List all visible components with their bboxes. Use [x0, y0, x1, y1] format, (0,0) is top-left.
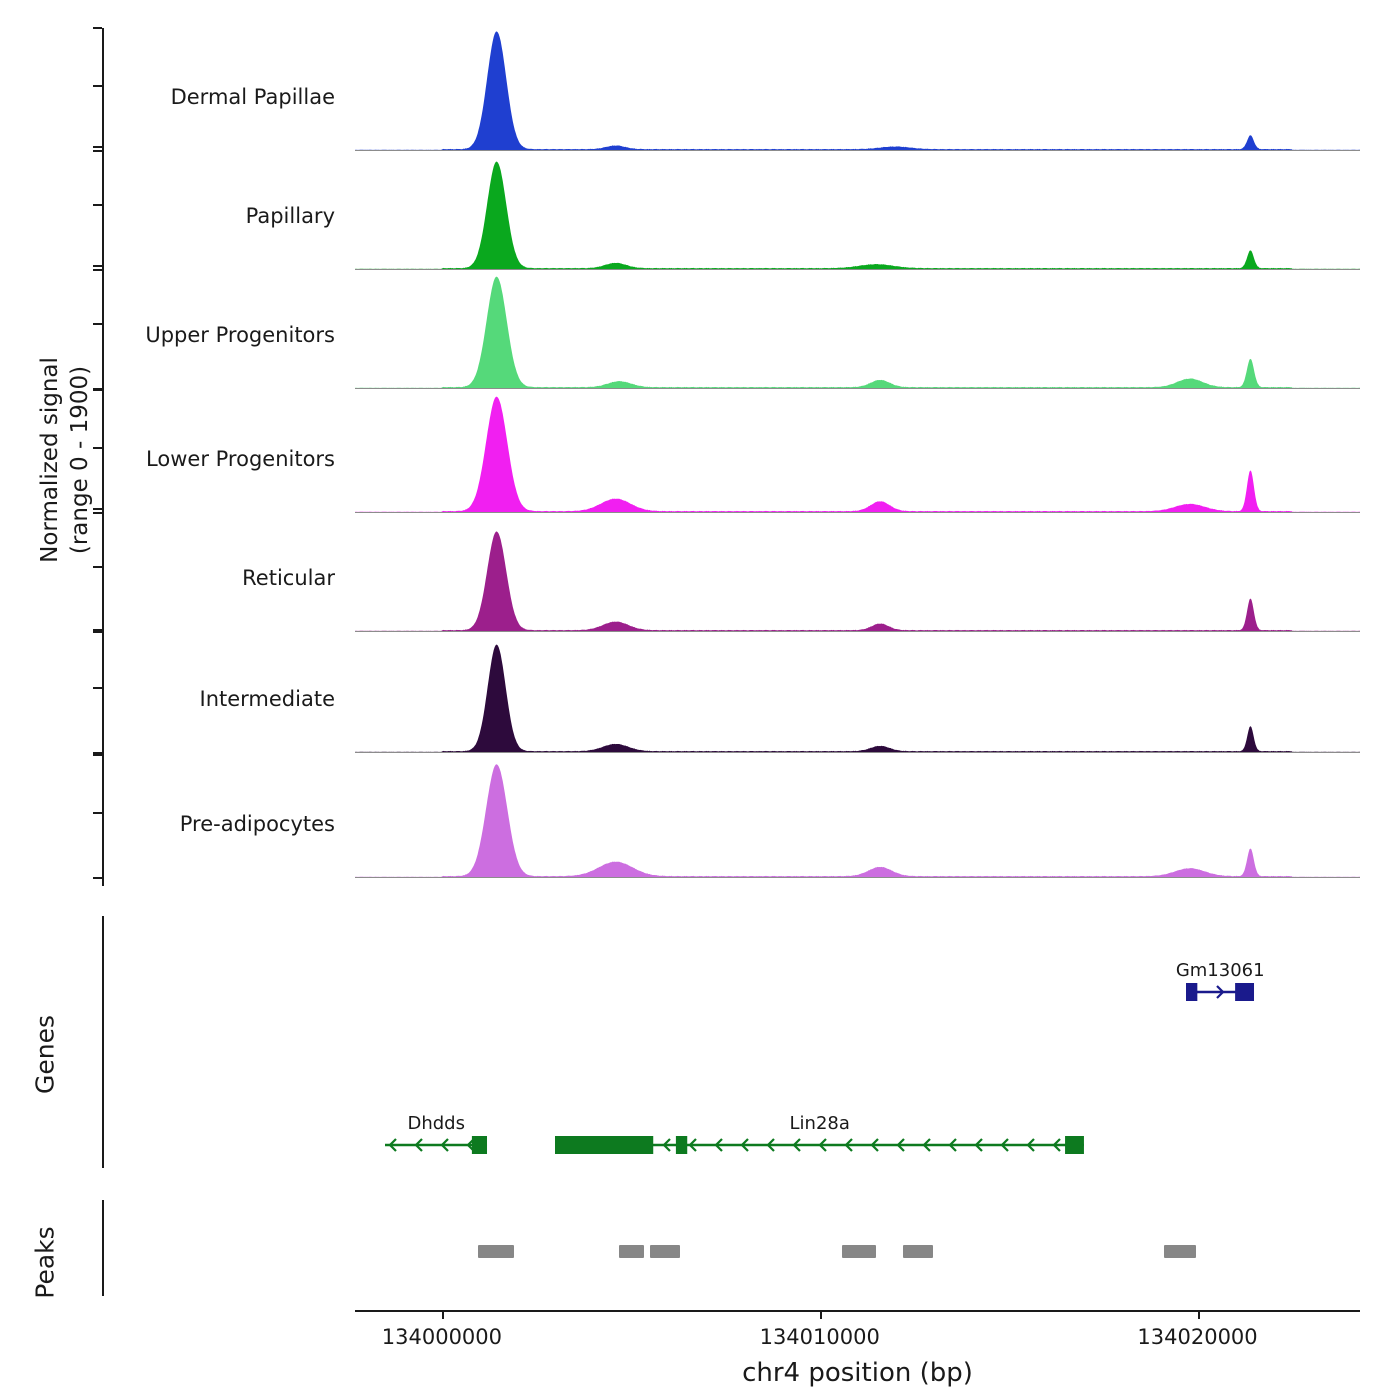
signal-axis-label-line2: (range 0 - 1900) — [67, 365, 93, 555]
peak-block — [1164, 1245, 1196, 1258]
gene-label-gm13061: Gm13061 — [1175, 960, 1265, 981]
signal-y-tick — [93, 204, 102, 206]
x-tick-label: 134010000 — [759, 1325, 880, 1349]
signal-area — [355, 31, 1360, 150]
track-label-intermediate: Intermediate — [199, 687, 335, 711]
signal-area — [355, 764, 1360, 877]
signal-y-tick — [93, 754, 102, 756]
signal-y-tick — [93, 85, 102, 87]
signal-y-tick — [93, 687, 102, 689]
x-tick — [1198, 1310, 1200, 1319]
gene-model-gm13061 — [1183, 977, 1257, 1007]
x-tick-label: 134020000 — [1137, 1325, 1258, 1349]
signal-y-tick — [93, 629, 102, 631]
signal-y-tick — [93, 269, 102, 271]
signal-y-tick — [93, 812, 102, 814]
signal-y-tick — [93, 150, 102, 152]
signal-y-tick — [93, 508, 102, 510]
signal-area — [355, 277, 1360, 388]
track-label-pre-adipocytes: Pre-adipocytes — [179, 812, 335, 836]
signal-track-intermediate — [355, 627, 1360, 752]
signal-y-tick — [93, 146, 102, 148]
gene-model-dhdds — [382, 1130, 490, 1160]
signal-y-tick — [93, 566, 102, 568]
gene-label-lin28a: Lin28a — [789, 1113, 850, 1134]
signal-track-upper-progenitors — [355, 263, 1360, 388]
peak-block — [650, 1245, 680, 1258]
track-label-reticular: Reticular — [242, 566, 335, 590]
track-label-lower-progenitors: Lower Progenitors — [146, 447, 335, 471]
signal-track-reticular — [355, 506, 1360, 631]
signal-y-tick — [93, 323, 102, 325]
signal-y-tick — [93, 512, 102, 514]
signal-y-tick — [93, 447, 102, 449]
peak-block — [842, 1245, 876, 1258]
signal-y-tick — [93, 27, 102, 29]
track-label-dermal-papillae: Dermal Papillae — [170, 85, 335, 109]
gene-label-dhdds: Dhdds — [407, 1113, 465, 1134]
x-tick — [820, 1310, 822, 1319]
signal-y-tick — [93, 389, 102, 391]
signal-y-tick — [93, 877, 102, 879]
signal-area — [355, 645, 1360, 752]
signal-track-papillary — [355, 144, 1360, 269]
track-label-papillary: Papillary — [245, 204, 335, 228]
signal-y-tick — [93, 265, 102, 267]
genes-axis-label: Genes — [30, 1015, 60, 1095]
track-label-upper-progenitors: Upper Progenitors — [145, 323, 335, 347]
peak-block — [903, 1245, 933, 1258]
signal-area — [355, 397, 1360, 512]
peak-block — [478, 1245, 514, 1258]
x-axis-title: chr4 position (bp) — [742, 1358, 973, 1388]
signal-axis-label-line1: Normalized signal — [37, 357, 63, 563]
x-tick — [442, 1310, 444, 1319]
signal-area — [355, 162, 1360, 269]
signal-track-dermal-papillae — [355, 25, 1360, 150]
x-tick-label: 134000000 — [381, 1325, 503, 1349]
signal-track-pre-adipocytes — [355, 752, 1360, 877]
signal-track-lower-progenitors — [355, 387, 1360, 512]
genes-axis-spine — [102, 916, 104, 1168]
track-baseline — [355, 877, 1360, 878]
x-axis-line — [355, 1310, 1360, 1312]
peaks-axis-label: Peaks — [30, 1226, 60, 1299]
peaks-axis-spine — [102, 1200, 104, 1296]
signal-y-tick — [93, 631, 102, 633]
signal-area — [355, 531, 1360, 631]
peak-block — [619, 1245, 644, 1258]
gene-model-lin28a — [552, 1130, 1087, 1160]
